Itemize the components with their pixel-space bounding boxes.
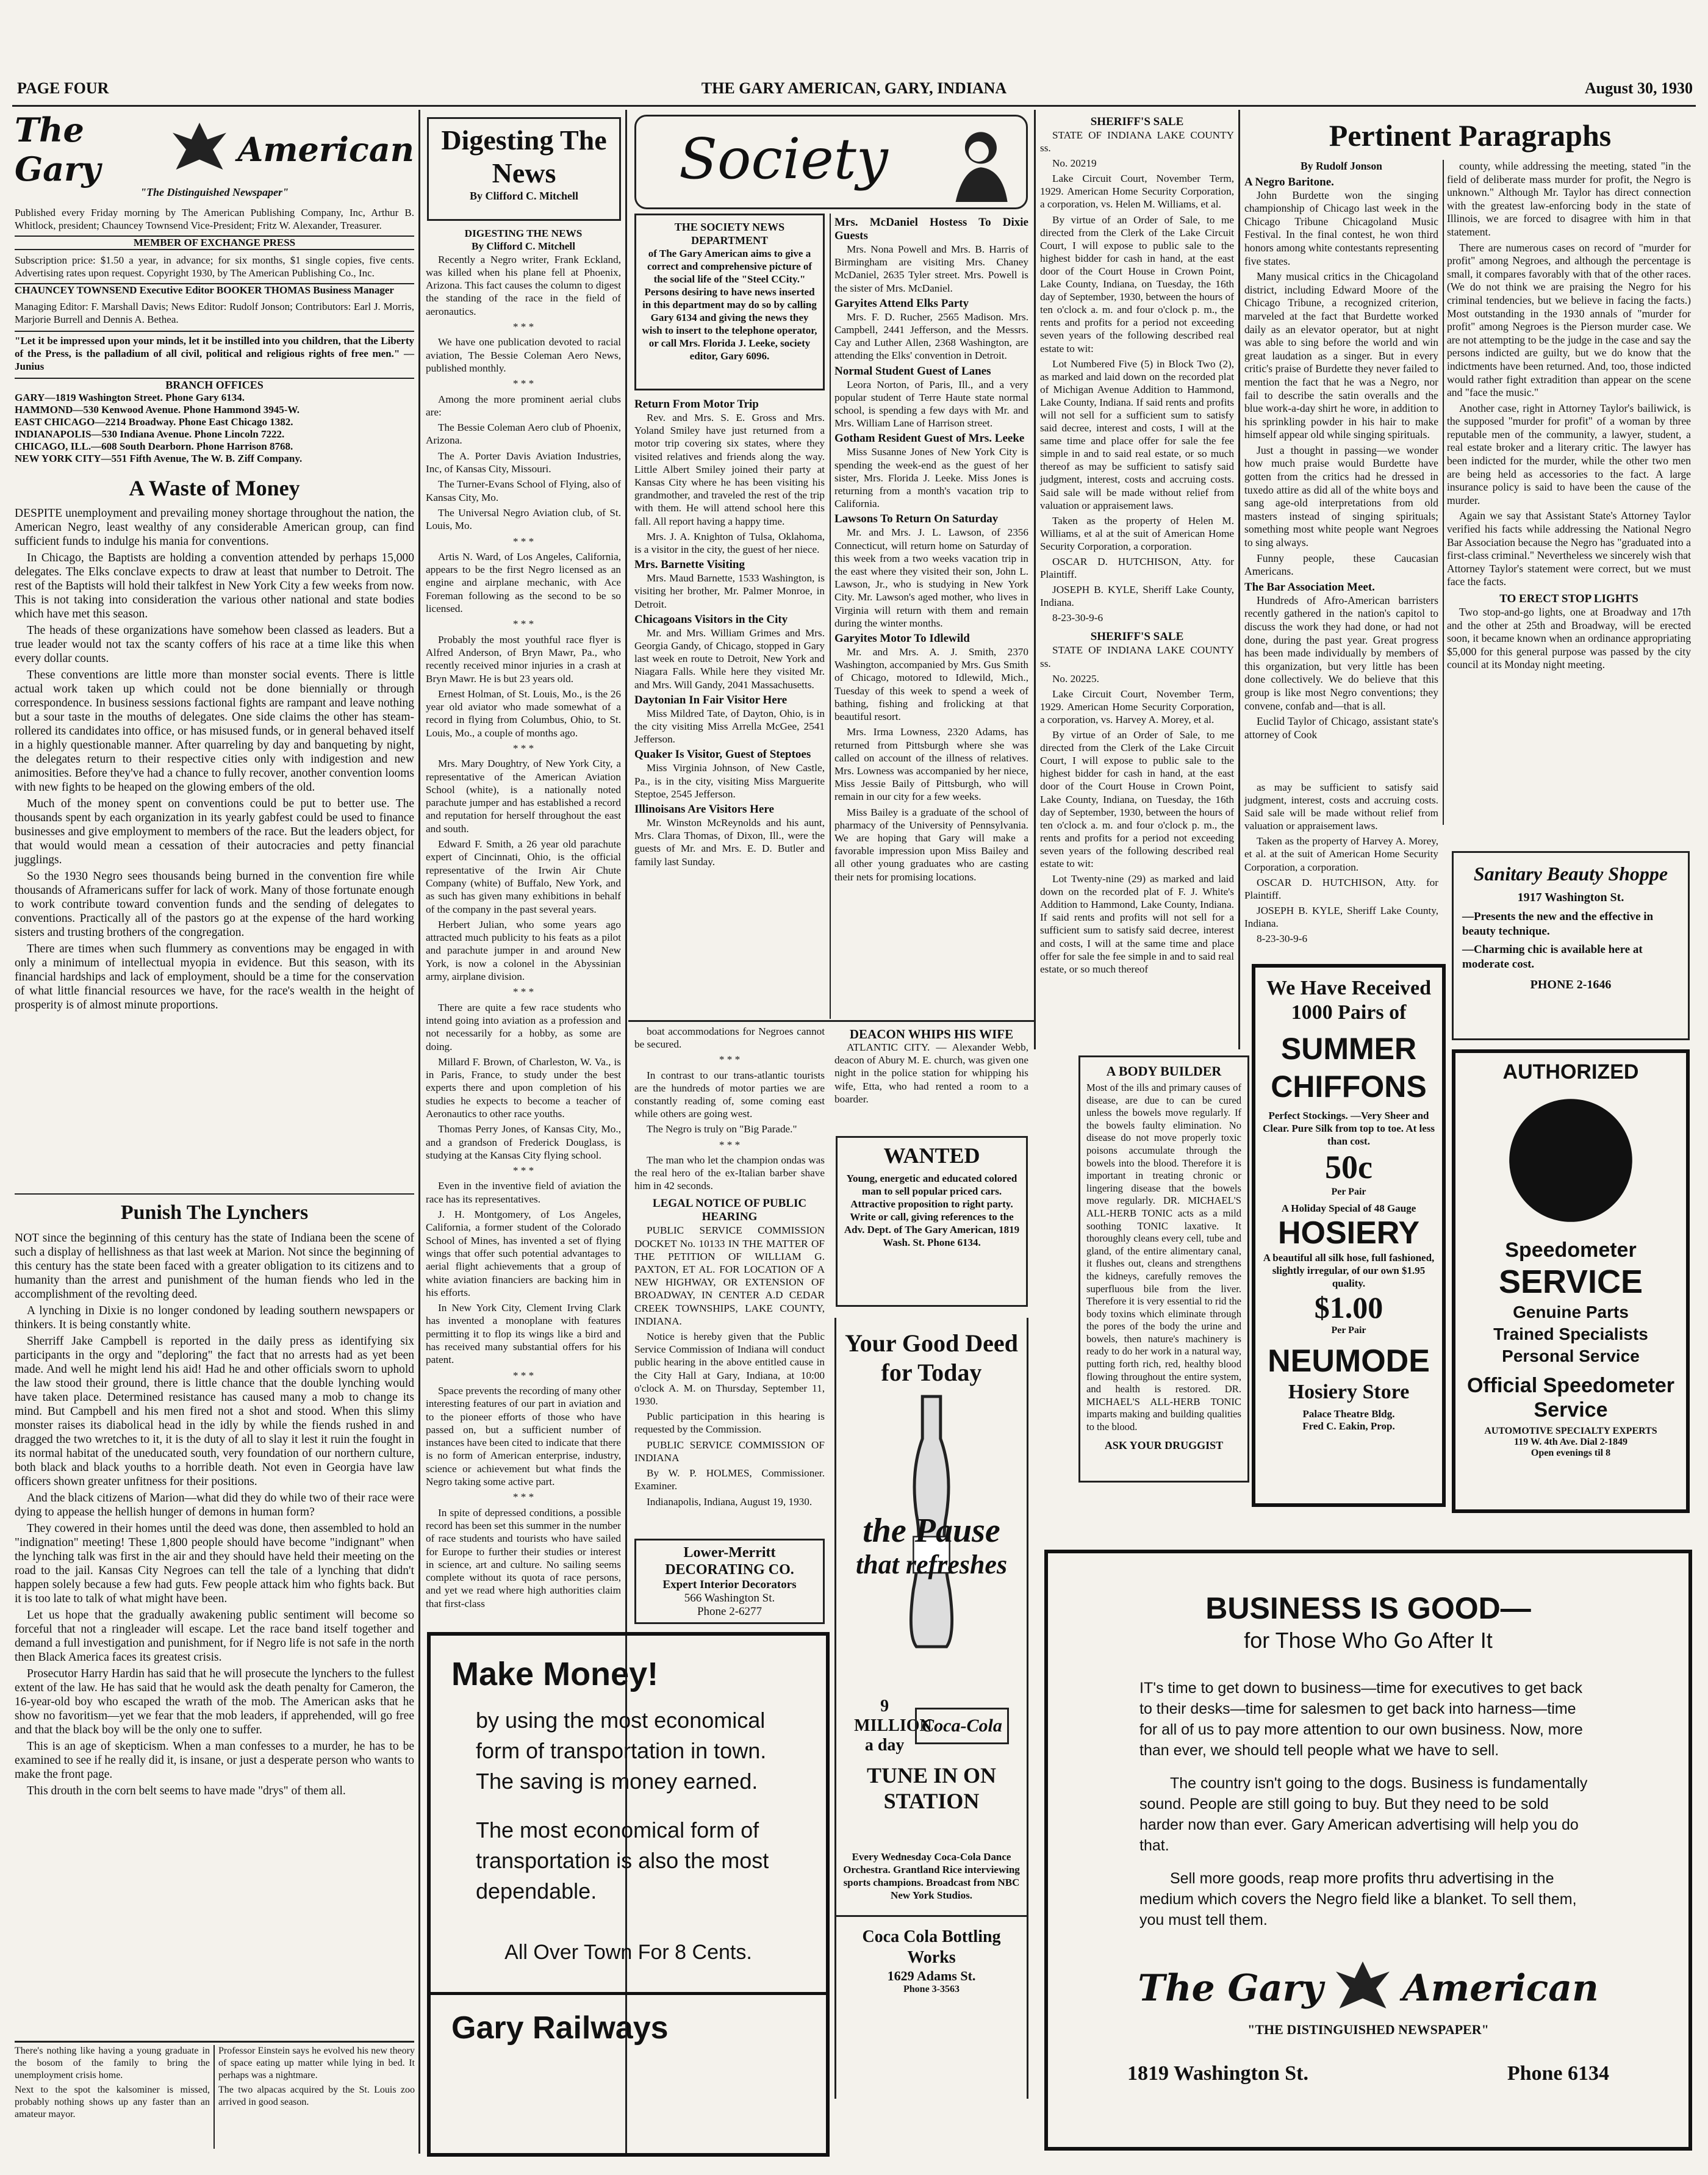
paragraph: There are quite a few race students who intend going into aviation as a profession and not necessarily for a hobby, as some are doing. bbox=[426, 1001, 621, 1052]
branch-item: INDIANAPOLIS—530 Indiana Avenue. Phone Lincoln 7222. bbox=[15, 428, 285, 440]
paragraph: A lynching in Dixie is no longer condoned by leading southern newspapers or thinkers. It is being constantly white. bbox=[15, 1304, 414, 1331]
coca-cola-ad bbox=[834, 1318, 1028, 2099]
filler-item: Next to the spot the kalsominer is missed, probably nothing shows up any faster than an amateur mayor. bbox=[15, 2085, 210, 2119]
beauty-name: Sanitary Beauty Shoppe bbox=[1473, 863, 1668, 885]
speedo-line-5: Personal Service bbox=[1502, 1346, 1640, 1365]
business-address: 1819 Washington St. bbox=[1127, 2062, 1308, 2085]
business-phone: Phone 6134 bbox=[1507, 2062, 1609, 2085]
paragraph: Mrs. Irma Lowness, 2320 Adams, has returned from Pittsburgh where she was called on account of the illness of relatives. Mrs. Lowness was accompanied by her niece, Miss Jessie Baily of Pittsburgh, who will remain in our city for a few weeks. bbox=[834, 726, 1028, 803]
paragraph: The A. Porter Davis Aviation Industries, Inc, of Kansas City, Missouri. bbox=[426, 450, 621, 475]
paragraph: Space prevents the recording of many other interesting features of our part in aviation and to the pioneer efforts of those who have passed on, but a sufficient number of instances have been cited to indicate that there is no form of American enterprise, industry, science or achievement but what finds the Negro taking some active part. bbox=[426, 1384, 621, 1488]
paragraph: * * * bbox=[512, 742, 534, 754]
speedometer-ad bbox=[1452, 1049, 1690, 1513]
paragraph: JOSEPH B. KYLE, Sheriff Lake County, Indiana. bbox=[1244, 904, 1438, 929]
paragraph: Hundreds of Afro-American barristers recently gathered in the nation's capitol to discuss the work they had done, or had not done, during the past year. Great progress has been made individually by members of this organization, but very little has been done collectively. We do believe that this group is like most Negro conventions; they convene, confab and—that is all. bbox=[1244, 594, 1438, 712]
paragraph: There are numerous cases on record of "murder for profit" among Negroes, and although the percentage is small, it compares favorably with that of the other races. (We do not think we are praising the Negro for his criminal tendencies, but we believe in facing the facts.) Most outstanding in the 1930 annals of "murder for profit" among Negroes is the Pierson murder case. We are not attempting to be the judge in the case and say the persons indicted are guilty, but we do know that the indictments have been returned. And, too, those indicted would rather fight extradition than appear on the scene and "face the music." bbox=[1447, 241, 1691, 399]
paragraph: Euclid Taylor of Chicago, assistant state's attorney of Cook bbox=[1244, 715, 1438, 741]
staff-line: Managing Editor: F. Marshall Davis; News Editor: Rudolf Jonson; Contributors: Earl J. Morris, Marjorie Burrell and Dennis A. Bethea. bbox=[15, 301, 414, 325]
section-heading: Garyites Attend Elks Party bbox=[834, 297, 969, 310]
filler-left bbox=[15, 2045, 210, 2155]
lower-merritt-sub: Expert Interior Decorators bbox=[662, 1578, 797, 1591]
paragraph: The man who let the champion ondas was the real hero of the ex-Italian barber shave him in 42 seconds. bbox=[634, 1154, 825, 1192]
lady-portrait-icon bbox=[941, 123, 1014, 202]
coke-phone: Phone 3-3563 bbox=[903, 1984, 960, 1994]
coke-bottler: Coca Cola Bottling Works bbox=[862, 1927, 1001, 1967]
paragraph: Mrs. Maud Barnette, 1533 Washington, is visiting her brother, Mr. Palmer Monroe, in Detroit. bbox=[634, 572, 825, 610]
editors-line: CHAUNCEY TOWNSEND Executive Editor BOOKER THOMAS Business Manager bbox=[15, 283, 414, 297]
branch-item: EAST CHICAGO—2214 Broadway. Phone East Chicago 1382. bbox=[15, 416, 293, 428]
paragraph: The Turner-Evans School of Flying, also of Kansas City, Mo. bbox=[426, 478, 621, 503]
body-builder-text: Most of the ills and primary causes of disease, are due to can be cured unless the bowels move regularly. If the bowels faulty elimination. No disease do not move properly toxic poisons accumulate through the bowels into the blood. Therefore it is important in treating chronic or lingering disease that the bowels move regularly. DR. MICHAEL'S ALL-HERB TONIC acts as a mild soothing TONIC laxative. It thoroughly cleans every cell, tube and gland, of the entire alimentary canal, it flushes out, cleans and strengthens the kidneys, carefully removes the superfluous bile from the liver. Therefore it is very essential to rid the body toxins which eliminate through the pores of the body the urine and bowels, then nature's machinery is ready to do her work in a natural way, putting forth rich, red, healthy blood flowing throughout the entire system, and health is restored. DR. MICHAEL'S ALL-HERB TONIC imparts making and building qualities to the blood. bbox=[1086, 1082, 1241, 1433]
editorial-waste-of-money bbox=[15, 470, 414, 1187]
paragraph: Artis N. Ward, of Los Angeles, California, appears to be the first Negro licensed as an engine and airplane mechanic, with Ace Foreman following as the second to be so licensed. bbox=[426, 550, 621, 615]
legal-notice-title: LEGAL NOTICE OF PUBLIC HEARING bbox=[652, 1197, 807, 1224]
neumode-desc: Perfect Stockings. —Very Sheer and Clear. Pure Silk from top to toe. At less than cost. bbox=[1262, 1110, 1435, 1147]
speedo-hours: Open evenings til 8 bbox=[1530, 1448, 1611, 1458]
neumode-per-2: Per Pair bbox=[1331, 1325, 1366, 1336]
stop-lights-title: TO ERECT STOP LIGHTS bbox=[1499, 592, 1638, 605]
sheriff-sale-title: SHERIFF'S SALE bbox=[1090, 115, 1184, 128]
paragraph: The Negro is truly on "Big Parade." bbox=[647, 1123, 797, 1135]
business-logo-right: American bbox=[1402, 1967, 1599, 2010]
paragraph: J. H. Montgomery, of Los Angeles, California, a former student of the Colorado School of Mines, has invented a set of flying wings that offer such potential advantages to aerial flight achievements that a group of white aviation financiers are backing him in his efforts. bbox=[426, 1209, 621, 1298]
paragraph: * * * bbox=[512, 535, 534, 547]
digesting-continued bbox=[634, 1025, 825, 1562]
neumode-line-2: 1000 Pairs of bbox=[1291, 1001, 1407, 1024]
section-heading: Garyites Motor To Idlewild bbox=[834, 632, 970, 645]
speedo-line-6: Official Speedometer Service bbox=[1466, 1374, 1675, 1422]
sheriff-sale-continued bbox=[1244, 781, 1438, 964]
railways-p1: by using the most economical form of transportation in town. The saving is money earned. bbox=[476, 1708, 767, 1794]
filler-item: Professor Einstein says he evolved his new theory of space eating up matter while lying in bed. It perhaps was a nightmare. bbox=[218, 2046, 415, 2080]
paragraph: Funny people, these Caucasian Americans. bbox=[1244, 552, 1438, 578]
coke-title: Your Good Deed for Today bbox=[845, 1329, 1018, 1386]
neumode-name: NEUMODE bbox=[1268, 1343, 1430, 1379]
page-number: PAGE FOUR bbox=[17, 79, 109, 97]
society-banner bbox=[634, 115, 1028, 209]
paragraph: OSCAR D. HUTCHISON, Atty. for Plaintiff. bbox=[1040, 556, 1234, 581]
eagle-icon bbox=[1329, 1955, 1396, 2022]
paragraph: Rev. and Mrs. S. E. Gross and Mrs. Yoland Smiley have just returned from a motor trip covering six states, where they visited relatives and friends along the way. Little Albert Smiley joined their party at Kansas City where he has been visiting his grandmother, and traveled the rest of the trip with them. He will attend school here this fall. All report having a happy time. bbox=[634, 412, 825, 527]
filler-right bbox=[218, 2045, 415, 2155]
business-subtitle: for Those Who Go After It bbox=[1244, 1628, 1493, 1653]
paragraph: John Burdette won the singing championship of Chicago last week in the Chicago Tribune Chicagoland Music Festival. In the final contest, he won third honors among white contestants representing five states. bbox=[1244, 189, 1438, 267]
pertinent-column-1 bbox=[1244, 160, 1438, 782]
paragraph: * * * bbox=[512, 1491, 534, 1503]
neumode-store: Hosiery Store bbox=[1288, 1381, 1410, 1403]
deacon-article bbox=[834, 1025, 1028, 1129]
paragraph: In New York City, Clement Irving Clark has invented a monoplane with features permitting it to flop its wings like a bird and has received many substantial offers for his patent. bbox=[426, 1302, 621, 1366]
speedo-line-4: Trained Specialists bbox=[1493, 1325, 1648, 1343]
section-heading: A Negro Baritone. bbox=[1244, 175, 1334, 189]
paragraph: Edward F. Smith, a 26 year old parachute expert of Cincinnati, Ohio, is the official representative of the Irwin Air Chute Company (white) of Buffalo, New York, and as such has given many exhibitions in behalf of the company in the past several years. bbox=[426, 838, 621, 915]
paragraph: Probably the most youthful race flyer is Alfred Anderson, of Bryn Mawr, Pa., who recently received minor injuries in a crash at Bryn Mawr. He is but 23 years old. bbox=[426, 633, 621, 685]
paragraph: By virtue of an Order of Sale, to me directed from the Clerk of the Lake Circuit Court, I will expose to public sale to the highest bidder for cash in hand, at the east door of the Court House in Crown Point, Lake County, Indiana, on Tuesday, the 16th day of September, 1930, between the hours of ten o'clock a. m. and four o'clock p. m., the rents and profits for a period not exceeding seven years of the following described real estate to wit: bbox=[1040, 214, 1234, 354]
paragraph: Just a thought in passing—we wonder how much praise would Burdette have gotten from the critics had he dressed in tuxedo attire as did all of the white boys and sang age-old interpretations from old masters instead of singing spirituals; something most white people want Negroes to sing always. bbox=[1244, 444, 1438, 549]
coke-tune: TUNE IN ON STATION bbox=[866, 1763, 997, 1813]
paragraph: Herbert Julian, who some years ago attracted much publicity to his feats as a pilot and parachute jumper in and around New York, is now a colonel in the Abyssinian army, airplane division. bbox=[426, 918, 621, 983]
masthead-tagline: "The Distinguished Newspaper" bbox=[140, 186, 289, 198]
paragraph: Miss Susanne Jones of New York City is spending the week-end as the guest of her sister, Mrs. Florida J. Leeke. Miss Jones is returning from a month's vacation trip to California. bbox=[834, 446, 1028, 510]
business-logo-left: The Gary bbox=[1138, 1967, 1324, 2010]
paragraph: Mr. and Mrs. J. L. Lawson, of 2356 Connecticut, will return home on Saturday of this week from a two weeks vacation trip in the east where they visited their son, John L. Lawson, Jr., who is studying in New York City. Mr. Lawson's aged mother, who lives in Virginia will return with them and remain during the winter months. bbox=[834, 527, 1028, 629]
digesting-head: DIGESTING THE NEWS bbox=[464, 228, 583, 239]
paragraph: In spite of depressed conditions, a possible record has been set this summer in the number of race students and tourists who have sailed for Europe to further their studies or interest in science, art and culture. No sailing seems complete without its quota of race persons, and yet we read where high authorities claim that first-class bbox=[426, 1506, 621, 1609]
paragraph: The heads of these organizations have somehow been classed as leaders. But a true leader would not tax the scanty coffers of his race at a time like this when every dollar counts. bbox=[15, 624, 414, 665]
filler-item: There's nothing like having a young graduate in the bosom of the family to bring the unemployment crisis home. bbox=[15, 2046, 210, 2080]
neumode-ad bbox=[1252, 964, 1446, 1507]
paragraph: Mr. and Mrs. William Grimes and Mrs. Georgia Gandy, of Chicago, stopped in Gary last week en route to Detroit, New York and Niagara Falls. While here they visited Mr. and Mrs. Will Gandy, 2041 Massachusetts. bbox=[634, 627, 825, 691]
branch-title: BRANCH OFFICES bbox=[15, 378, 414, 392]
paragraph: Mrs. F. D. Rucher, 2565 Madison. Mrs. Campbell, 2441 Jefferson, and the Messrs. Cay and Luther Allen, 2368 Washington, are attending the Elks' convention in Detroit. bbox=[834, 311, 1028, 362]
paragraph: * * * bbox=[512, 378, 534, 390]
paragraph: county, while addressing the meeting, stated "in the field of deliberate mass murder for profit, the Negro is unknown." Although Mr. Taylor has direct connection with the greatest law-enforcing body in the state of Illinois, we are forced to disagree with him in that statement. bbox=[1447, 160, 1691, 238]
paragraph: By virtue of an Order of Sale, to me directed from the Clerk of the Lake Circuit Court, I will expose to public sale to the highest bidder for cash in hand, at the east door of the Court House in Crown Point, Lake County, Indiana, on Tuesday, the 16th day of September, 1930, between the hours of ten o'clock a. m. and four o'clock p. m., the rents and profits for a period not exceeding seven years of the following described real estate to wit: bbox=[1040, 729, 1234, 869]
paragraph: The Bessie Coleman Aero club of Phoenix, Arizona. bbox=[426, 422, 621, 447]
coke-refreshes: that refreshes bbox=[855, 1550, 1008, 1580]
paragraph: Taken as the property of Helen M. Williams, et al at the suit of American Home Security Corporation, a corporation. bbox=[1040, 514, 1234, 552]
member-line: MEMBER OF EXCHANGE PRESS bbox=[15, 235, 414, 250]
paragraph: Miss Virginia Johnson, of New Castle, Pa., is in the city, visiting Miss Marguerite Steptoe, 2545 Jefferson. bbox=[634, 762, 825, 800]
paragraph: Among the more prominent aerial clubs are: bbox=[426, 393, 621, 418]
wanted-text: Young, energetic and educated colored man to sell popular priced cars. Attractive proposition to right party. Write or call, giving references to the Adv. Dept. of The Gary American, 1819 Wash. St. Phone 6134. bbox=[844, 1173, 1020, 1248]
body-builder-ad bbox=[1078, 1055, 1249, 1483]
sheriff-sale-column bbox=[1040, 113, 1234, 1040]
railways-p3: All Over Town For 8 Cents. bbox=[504, 1941, 752, 1964]
paragraph: 8-23-30-9-6 bbox=[1257, 933, 1308, 945]
coke-wednesday: Every Wednesday Coca-Cola Dance Orchestra. Grantland Rice interviewing sports champions. Broadcast from NBC New York Studios. bbox=[843, 1851, 1020, 1901]
paragraph: * * * bbox=[512, 986, 534, 998]
paragraph: 8-23-30-9-6 bbox=[1052, 612, 1103, 624]
pertinent-banner bbox=[1244, 116, 1696, 159]
speedo-line-1: Speedometer bbox=[1505, 1238, 1637, 1262]
beauty-shoppe-ad bbox=[1452, 851, 1690, 1040]
business-is-good-ad bbox=[1044, 1550, 1692, 2151]
paragraph: Lake Circuit Court, November Term, 1929. American Home Security Corporation, a corporation, vs. Helen M. Williams, et al. bbox=[1040, 173, 1234, 210]
paragraph: OSCAR D. HUTCHISON, Atty. for Plaintiff. bbox=[1244, 876, 1438, 901]
paragraph: Two stop-and-go lights, one at Broadway and 17th and the other at 25th and Broadway, will be erected soon, it became known when an ordinance appropriating $5,000 for this general purpose was passed by the city council at its Monday night meeting. bbox=[1447, 606, 1691, 671]
paragraph: Mr. Winston McReynolds and his aunt, Mrs. Clara Thomas, of Dixon, Ill., were the guests of Mr. and Mrs. E. D. Butler and family last Sunday. bbox=[634, 817, 825, 868]
paragraph: Ernest Holman, of St. Louis, Mo., is the 26 year old aviator who made somewhat of a record in flying from Columbus, Ohio, to St. Louis, Mo., a couple of months ago. bbox=[426, 688, 621, 739]
wanted-ad bbox=[836, 1136, 1028, 1307]
branch-item: GARY—1819 Washington Street. Phone Gary 6134. bbox=[15, 392, 245, 403]
paragraph: Prosecutor Harry Hardin has said that he will prosecute the lynchers to the fullest extent of the law. He has said that he would ask the death penalty for Cameron, the 16-year-old boy who escaped the wrath of the mob. The American asks that he show no favoritism—yet we fear that the mob leaders, if apprehended, will go free and that the black boy will be the only one to suffer. bbox=[15, 1667, 414, 1736]
paragraph: ATLANTIC CITY. — Alexander Webb, deacon of Abury M. E. church, was given one night in the police station for whipping his wife, Etta, who had rented a room to a boarder. bbox=[834, 1041, 1028, 1105]
editorial-title: A Waste of Money bbox=[129, 476, 300, 500]
paragraph: So the 1930 Negro sees thousands being burned in the convention fire while thousands of Aframericans suffer for lack of work. Many of those fortunate enough to work contribute toward convention funds and the sending of delegates to conventions. Practically all of the pastors go at the expense of the hard working sisters and trusting brothers of the congregation. bbox=[15, 870, 414, 939]
paragraph: Lake Circuit Court, November Term, 1929. American Home Security Corporation, a corporation, vs. Harvey A. Morey, et al. bbox=[1040, 688, 1234, 725]
paragraph: This drouth in the corn belt seems to have made "drys" of them all. bbox=[27, 1785, 346, 1797]
branch-item: NEW YORK CITY—551 Fifth Avenue, The W. B. Ziff Company. bbox=[15, 453, 303, 464]
paragraph: Millard F. Brown, of Charleston, W. Va., is in Paris, France, to study under the best experts there and upon completion of his studies he expects to become a teacher of Aeronautics to other race youths. bbox=[426, 1055, 621, 1120]
paragraph: And the black citizens of Marion—what did they do while two of their race were dying to appease the hellish hunger of demons in human form? bbox=[15, 1492, 414, 1519]
lower-merritt-name: Lower-Merritt DECORATING CO. bbox=[665, 1545, 794, 1578]
neumode-holiday: A Holiday Special of 48 Gauge bbox=[1281, 1203, 1416, 1214]
deacon-title: DEACON WHIPS HIS WIFE bbox=[849, 1027, 1014, 1041]
section-heading: Return From Motor Trip bbox=[634, 398, 759, 411]
paragraph: Mrs. Mary Doughtry, of New York City, a representative of the American Aviation School (white), is a nationally noted parachute jumper and has established a record and reputation for herself throughout the east and south. bbox=[426, 758, 621, 835]
paragraph: The Universal Negro Aviation club, of St. Louis, Mo. bbox=[426, 506, 621, 532]
paragraph: DESPITE unemployment and prevailing money shortage throughout the nation, the American Negro, least wealthy of any considerable American group, can find sufficient funds to indulge his mania for conventions. bbox=[15, 507, 414, 548]
paragraph: No. 20219 bbox=[1052, 157, 1097, 170]
business-p1: IT's time to get down to business—time for executives to get back to their desks—time for salesmen to get back into harness—time for all of us to pay more attention to our own business. Now, more than ever, we should tell people what we have to sell. bbox=[1139, 1680, 1583, 1759]
paragraph: Lot Numbered Five (5) in Block Two (2), as marked and laid down on the recorded plat of Michigan Avenue Addition to Hammond, Lake County, Indiana. If said rents and profits will not sell for a sufficient sum to satisfy said decree, interest and costs, I will at the same time and place offer for sale the fee simple in and to said real estate, or so much thereof as may be sufficient to satisfy said judgment, interest, costs and accruing costs. Said sale will be made without relief from valuation or appraisement laws. bbox=[1040, 358, 1234, 511]
neumode-desc-2: A beautiful all silk hose, full fashioned, slightly irregular, of our own $1.95 quality. bbox=[1263, 1252, 1435, 1289]
society-info-box bbox=[634, 214, 825, 390]
lower-merritt-phone: Phone 2-6277 bbox=[697, 1605, 762, 1618]
paragraph: Indianapolis, Indiana, August 19, 1930. bbox=[647, 1495, 813, 1508]
gary-railways-ad bbox=[427, 1632, 830, 2157]
paragraph: Many musical critics in the Chicagoland district, including Edward Moore of the Chicago Tribune, a recognized criterion, marveled at the fact that Burdette worked daily as an elevator operator, but at night was able to sing before the world and win great laudation as a singer. But in every critic's praise of Burdette they never failed to mention the fact that he was a Negro, nor fail to describe the satin overalls and the blue work-a-day shirt he wore, in addition to his sprinkling powder in his hair to make himself appear old while singing spirituals. bbox=[1244, 270, 1438, 441]
branch-item: HAMMOND—530 Kenwood Avenue. Phone Hammond 3945-W. bbox=[15, 404, 300, 415]
eagle-icon bbox=[166, 116, 233, 183]
junius-quote: "Let it be impressed upon your minds, let it be instilled into you children, that the Liberty of the Press, is the palladium of all civil, political and religious rights of free men." —Junius bbox=[15, 331, 414, 373]
body-builder-footer: ASK YOUR DRUGGIST bbox=[1104, 1439, 1224, 1451]
digesting-byline: By Clifford C. Mitchell bbox=[470, 190, 578, 202]
speedo-authorized: AUTHORIZED bbox=[1502, 1060, 1639, 1084]
pertinent-title: Pertinent Paragraphs bbox=[1329, 118, 1612, 153]
paragraph: Let us hope that the gradually awakening public sentiment will become so forceful that not a ringleader will escape. Let the race band itself together and demand a full investigation and punishment, for if Negro life is not safe in the north then Black America faces its greatest crisis. bbox=[15, 1609, 414, 1664]
paragraph: Much of the money spent on conventions could be put to better use. The thousands spent by each organization in its yearly gabfest could be used to finance businesses and give employment to members of the race. But the leaders object, for that would would mean a cessation of their autocracies and petty financial jugglings. bbox=[15, 797, 414, 866]
paragraph: These conventions are little more than monster social events. There is little actual work taken up which could not be done biennially or through correspondence. In business sessions factional fights are rampant and leave nothing but a sour taste in the mouths of delegates. One side claims the other has steam-rollered its candidates into office, or has misused funds, or in general behaved itself in a highly questionable manner. After quarreling by day and banqueting by night, the delegates return to their respective cities only with indigestion and new animosities. Before they've had a chance to fully recover, another convention looms with new fights to be heaped on the glowing embers of the old. bbox=[15, 669, 414, 794]
neumode-per-1: Per Pair bbox=[1331, 1187, 1366, 1197]
paragraph: Thomas Perry Jones, of Kansas City, Mo., and a grandson of Frederick Douglass, is studying at the Kansas City flying school. bbox=[426, 1123, 621, 1161]
paragraph: We have one publication devoted to racial aviation, The Bessie Coleman Aero News, published monthly. bbox=[426, 336, 621, 374]
paragraph: * * * bbox=[512, 1369, 534, 1381]
beauty-line-2: —Charming chic is available here at moderate cost. bbox=[1462, 943, 1643, 971]
society-box-title: THE SOCIETY NEWS DEPARTMENT bbox=[674, 221, 785, 246]
paragraph: Leora Norton, of Paris, Ill., and a very popular student of Terre Haute state normal school, is spending a few days with Mr. and Mrs. William Lane of Harrison street. bbox=[834, 378, 1028, 430]
paragraph: In Chicago, the Baptists are holding a convention attended by perhaps 15,000 delegates. The Elks conclave expects to draw at least that number to Detroit. The rest of the Baptists will hold their talkfest in New York City a few weeks from now. This is not taking into consideration the various other national and state bodies which have met this season. bbox=[15, 552, 414, 620]
society-box-text: of The Gary American aims to give a correct and comprehensive picture of the social life of the "Steel CCity." Persons desiring to have news inserted in this department may do so by calling Gary 6134 and giving the news they wish to insert to the telephone operator, or call Mrs. Florida J. Leeke, society editor, Gary 6096. bbox=[642, 248, 817, 362]
neumode-line-1: We Have Received bbox=[1266, 977, 1432, 999]
body-builder-title: A BODY BUILDER bbox=[1106, 1063, 1222, 1079]
masthead-name-right: American bbox=[237, 130, 414, 169]
neumode-manager: Fred C. Eakin, Prop. bbox=[1302, 1420, 1395, 1432]
running-head: THE GARY AMERICAN, GARY, INDIANA bbox=[701, 79, 1007, 97]
paragraph: By W. P. HOLMES, Commissioner. Examiner. bbox=[634, 1467, 825, 1492]
sheriff-sale-title-2: SHERIFF'S SALE bbox=[1090, 630, 1184, 644]
paragraph: Recently a Negro writer, Frank Eckland, was killed when his plane fell at Phoenix, Arizona. This fact causes the column to digest the standing of the race in the field of aeronautics. bbox=[426, 253, 621, 317]
coke-pause: the Pause bbox=[863, 1512, 1000, 1550]
section-heading: Quaker Is Visitor, Guest of Steptoes bbox=[634, 748, 811, 761]
paragraph: Taken as the property of Harvey A. Morey, et al. at the suit of American Home Security Corporation, a corporation. bbox=[1244, 835, 1438, 873]
society-column-2 bbox=[834, 214, 1028, 1013]
editorial-punish-lynchers bbox=[15, 1190, 414, 2038]
section-heading: The Bar Association Meet. bbox=[1244, 580, 1375, 594]
paragraph: Again we say that Assistant State's Attorney Taylor verified his facts while addressing the National Negro Bar Association because the Negro has "graduated into a first-class criminal." Nevertheless we sincerely wish that Attorney Taylor's statement were correct, but we must face the facts. bbox=[1447, 509, 1691, 588]
neumode-chiffons: SUMMER CHIFFONS bbox=[1271, 1032, 1427, 1104]
issue-date: August 30, 1930 bbox=[1585, 79, 1693, 97]
digesting-column bbox=[426, 227, 621, 1609]
pertinent-byline: By Rudolf Jonson bbox=[1301, 160, 1382, 172]
section-heading: Chicagoans Visitors in the City bbox=[634, 613, 788, 626]
digesting-byline-2: By Clifford C. Mitchell bbox=[472, 240, 575, 253]
paragraph: Notice is hereby given that the Public Service Commission of Indiana will conduct public hearing in the above entitled cause in the City Hall at Gary, Indiana, at 10:00 o'clock A. M. on Thursday, September 11, 1930. bbox=[634, 1331, 825, 1407]
society-logo: Society bbox=[679, 126, 888, 192]
paragraph: Mrs. Nona Powell and Mrs. B. Harris of Birmingham are visiting Mrs. Chaney McDaniel, 2635 Tyler street. Mrs. Powell is the sister of Mrs. McDaniel. bbox=[834, 243, 1028, 294]
paragraph: Miss Bailey is a graduate of the school of pharmacy of the University of Pennsylvania. We are hoping that Gary will make a favorable impression upon Miss Bailey and all other young graduates who are casting their nets for promising locations. bbox=[834, 806, 1028, 883]
coke-million: 9 MILLION a day bbox=[854, 1697, 932, 1755]
paragraph: They cowered in their homes until the deed was done, then assembled to hold an "indignation" meeting! These 1,800 people should have become "indignant" when the lynching talk was first in the air and they should have held their meeting on the road to the jail. Kansas City Negroes can tell the tale of a lynching that didn't happen solely because a few had guts. Few people attack him who fights back. But it is too late to talk of what might have been. bbox=[15, 1522, 414, 1605]
digesting-banner bbox=[427, 117, 621, 221]
beauty-line-1: —Presents the new and the effective in beauty technique. bbox=[1462, 910, 1654, 938]
coke-cooler-label: Coca-Cola bbox=[915, 1708, 1009, 1744]
neumode-address: Palace Theatre Bldg. bbox=[1302, 1408, 1395, 1420]
neumode-hosiery: HOSIERY bbox=[1277, 1215, 1420, 1251]
paragraph: NOT since the beginning of this century has the state of Indiana been the scene of such a display of hellishness as that last week at Marion. Not since the beginning of this century has the state been faced with a greater obligation to its citizens and to humanity than the arrest and punishment of the human fiends who led in the accomplishment of the revolting deed. bbox=[15, 1232, 414, 1301]
section-heading: Gotham Resident Guest of Mrs. Leeke bbox=[834, 432, 1025, 445]
filler-item: The two alpacas acquired by the St. Louis zoo arrived in good season. bbox=[218, 2085, 415, 2107]
paragraph: PUBLIC SERVICE COMMISSION OF INDIANA bbox=[634, 1439, 825, 1464]
paragraph: JOSEPH B. KYLE, Sheriff Lake County, Indiana. bbox=[1040, 584, 1234, 609]
section-heading: Mrs. Barnette Visiting bbox=[634, 558, 745, 572]
speedometer-dial-icon bbox=[1507, 1096, 1635, 1224]
railways-name: Gary Railways bbox=[431, 1992, 826, 2046]
paragraph: * * * bbox=[512, 321, 534, 333]
speedo-line-3: Genuine Parts bbox=[1513, 1303, 1629, 1321]
paragraph: * * * bbox=[719, 1054, 741, 1066]
masthead-name-left: The Gary bbox=[15, 110, 101, 189]
business-p3: Sell more goods, reap more profits thru advertising in the medium which covers the Negro field like a blanket. To sell them, you must tell them. bbox=[1139, 1870, 1577, 1929]
paragraph: * * * bbox=[719, 1138, 741, 1151]
paragraph: * * * bbox=[512, 1165, 534, 1177]
section-heading: Normal Student Guest of Lanes bbox=[834, 364, 991, 378]
paragraph: STATE OF INDIANA LAKE COUNTY ss. bbox=[1040, 129, 1234, 154]
speedo-address: 119 W. 4th Ave. Dial 2-1849 bbox=[1514, 1437, 1627, 1447]
paragraph: Another case, right in Attorney Taylor's bailiwick, is the supposed "murder for profit" of a woman by three reputable men of the community, a lawyer, student, a real estate broker and a literary critic. The lawyer has been indicted for the murder, while the other two men are being held as accessories to the fact. A large insurance policy is said to have been the cause of the murder. bbox=[1447, 401, 1691, 506]
business-tagline: "THE DISTINGUISHED NEWSPAPER" bbox=[1247, 2022, 1489, 2037]
speedo-service: SERVICE bbox=[1498, 1264, 1643, 1300]
paragraph: There are times when such flummery as conventions may be engaged in with only a minimum of intellectual myopia in evidence. But this season, with its financial hardships and lack of employment, should be a time for the conservation of what little financial resources we have, for the race's wealth in the height of prosperity is of almost minute proportions. bbox=[15, 943, 414, 1012]
paragraph: Mrs. J. A. Knighton of Tulsa, Oklahoma, is a visitor in the city, the guest of her niece. bbox=[634, 530, 825, 556]
speedo-line-7: AUTOMOTIVE SPECIALTY EXPERTS bbox=[1484, 1426, 1657, 1436]
business-title: BUSINESS IS GOOD— bbox=[1205, 1591, 1531, 1625]
lower-merritt-ad bbox=[634, 1539, 825, 1624]
paragraph: Even in the inventive field of aviation the race has its representatives. bbox=[426, 1180, 621, 1205]
subscription-info: Subscription price: $1.50 a year, in advance; for six months, $1 single copies, five cents. Advertising rates upon request. Copyright 1930, by The American Publishing Co., Inc. bbox=[15, 254, 414, 279]
section-heading: Mrs. McDaniel Hostess To Dixie Guests bbox=[834, 216, 1028, 242]
paragraph: This is an age of skepticism. When a man confesses to a murder, he has to be examined to see if he really did it, is insane, or just a desperate person who wants to make the front page. bbox=[15, 1740, 414, 1781]
paragraph: Public participation in this hearing is requested by the Commission. bbox=[634, 1411, 825, 1436]
beauty-address: 1917 Washington St. bbox=[1517, 891, 1624, 904]
paragraph: Miss Mildred Tate, of Dayton, Ohio, is in the city visiting Miss Arrella McGee, 2541 Jefferson. bbox=[634, 707, 825, 746]
branch-list bbox=[15, 392, 414, 465]
business-p2: The country isn't going to the dogs. Business is fundamentally sound. People are still going to buy. But they need to be sold harder now than ever. Gary American advertising will help you do that. bbox=[1139, 1775, 1588, 1854]
neumode-price-1: 50c bbox=[1325, 1149, 1372, 1185]
beauty-phone: PHONE 2-1646 bbox=[1530, 978, 1612, 991]
neumode-price-2: $1.00 bbox=[1314, 1290, 1383, 1325]
railways-p2: The most economical form of transportation is also the most dependable. bbox=[476, 1817, 769, 1904]
coke-address: 1629 Adams St. bbox=[887, 1968, 976, 1983]
paragraph: Lot Twenty-nine (29) as marked and laid down on the recorded plat of F. J. White's Addition to Hammond, Lake County, Indiana. If said rents and profits will not sell for a sufficient sum to satisfy said decree, interest and costs, I will at the same time and place offer for sale the fee simple in and to said real estate, or so much thereof bbox=[1040, 873, 1234, 975]
wanted-title: WANTED bbox=[883, 1143, 980, 1168]
pertinent-column-2 bbox=[1447, 160, 1691, 825]
digesting-title: Digesting The News bbox=[441, 124, 607, 189]
railways-title: Make Money! bbox=[451, 1656, 659, 1692]
publisher-info: Published every Friday morning by The American Publishing Company, Inc, Arthur B. Whitlock, president; Chauncey Townsend Vice-President; Fritz W. Alexander, Treasurer. bbox=[15, 207, 414, 231]
paragraph: Sherriff Jake Campbell is reported in the daily press as identifying six participants in the orgy and "deploring" the fact that no arrests had as yet been made. And well he might lend his aid! Had he and other officials sworn to uphold the law stood their ground, there is little chance that the double lynching would have taken place. Determined resistance has caused many a mob to change its mind. But Campbell and his men fired not a shot and stood. When this slimy monster raises its diabolical head in the idly by while the fiends rushed in and dragged the two wretches to it, it is the duty of all to slay it lest it ruin the fought in its normal habitat of the uneducated south, very foundation of our northern culture, both black and black youths to a horrible death. Not even in Georgia have law officers shown greater unfitness for their positions. bbox=[15, 1335, 414, 1488]
branch-item: CHICAGO, ILL.—608 South Dearborn. Phone Harrison 8768. bbox=[15, 440, 293, 452]
society-column-1 bbox=[634, 395, 825, 1012]
paragraph: STATE OF INDIANA LAKE COUNTY ss. bbox=[1040, 644, 1234, 669]
paragraph: * * * bbox=[512, 618, 534, 630]
section-heading: Illinoisans Are Visitors Here bbox=[634, 803, 774, 816]
section-heading: Daytonian In Fair Visitor Here bbox=[634, 693, 788, 706]
editorial-title: Punish The Lynchers bbox=[15, 1193, 414, 1228]
paragraph: Mr. and Mrs. A. J. Smith, 2370 Washington, accompanied by Mrs. Gus Smith of Chicago, motored to Idlewild, Mich., Tuesday of this week to spend a week of bathing, fishing and frolicking at that beautiful resort. bbox=[834, 646, 1028, 723]
section-heading: Lawsons To Return On Saturday bbox=[834, 512, 999, 526]
paragraph: No. 20225. bbox=[1052, 672, 1099, 685]
paragraph: PUBLIC SERVICE COMMISSION DOCKET No. 10133 IN THE MATTER OF THE PETITION OF WILLIAM G. PAXTON, ET AL. FOR LOCATION OF A NEW HIGHWAY, OR EXTENSION OF BROADWAY, IN CENTER A.D CEDAR CREEK TOWNSHIPS, LAKE COUNTY, INDIANA. bbox=[634, 1224, 825, 1327]
lower-merritt-address: 566 Washington St. bbox=[684, 1592, 775, 1605]
paragraph: In contrast to our trans-atlantic tourists are the hundreds of motor parties we are constantly reading of, some coming east while others are going west. bbox=[634, 1069, 825, 1120]
paragraph: as may be sufficient to satisfy said judgment, interest, costs and accruing costs. Said sale will be made without relief from valuation or appraisement laws. bbox=[1244, 782, 1438, 832]
paragraph: boat accommodations for Negroes cannot be secured. bbox=[634, 1026, 825, 1051]
